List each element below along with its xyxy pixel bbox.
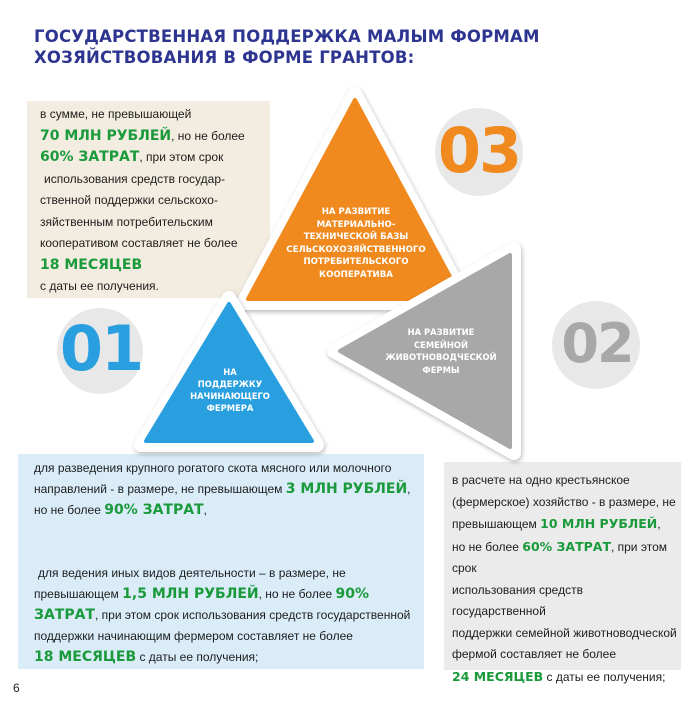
grant-02-term: 24 МЕСЯЦЕВ <box>452 668 544 684</box>
grant-03-text: в сумме, не превышающей 70 МЛН РУБЛЕЙ, но не более 60% ЗАТРАТ, при этом срок использования средств государ- ственной поддержки сельскохо- зяйственным потребительским кооперативом составляет не более 18 МЕСЯЦЕВ с даты ее получения. <box>40 104 272 298</box>
grant-01-amount-cattle: 3 МЛН РУБЛЕЙ <box>285 481 408 497</box>
grant-03-percent: 60% ЗАТРАТ <box>40 149 140 165</box>
grant-02-text: в расчете на одно крестьянское (фермерское) хозяйство - в размере, не превышающем 10 МЛН РУБЛЕЙ, но не более 60% ЗАТРАТ, при этом срок использования средств государственной поддержки семейной животноводческой фермой составляет не более 24 МЕСЯЦЕВ с даты ее получения; <box>452 473 677 684</box>
grant-01-percent-cattle: 90% ЗАТРАТ <box>104 502 204 518</box>
title-line-1: ГОСУДАРСТВЕННАЯ ПОДДЕРЖКА МАЛЫМ ФОРМАМ <box>34 27 540 46</box>
grant-01-text: для разведения крупного рогатого скота мясного или молочного направлений - в размере, не превышающем 3 МЛН РУБЛЕЙ, но не более 90% ЗАТРАТ, для ведения иных видов деятельности – в размере, не превышающем 1,5 МЛН РУБЛЕЙ, но не более 90% ЗАТРАТ, при этом срок использования средств государственной поддержки начинающим фермером составляет не более 18 МЕСЯЦЕВ с даты ее получения; <box>34 461 411 665</box>
grant-01-percent-other: ЗАТРАТ <box>34 607 95 623</box>
page-number: 6 <box>13 681 20 695</box>
grant-03-amount: 70 МЛН РУБЛЕЙ <box>40 127 172 144</box>
grant-02-percent: 60% ЗАТРАТ <box>522 538 611 554</box>
triangle-02-label: НА РАЗВИТИЕ СЕМЕЙНОЙ ЖИВОТНОВОДЧЕСКОЙ ФЕРМЫ <box>385 327 497 375</box>
grant-01-term: 18 МЕСЯЦЕВ <box>34 649 137 665</box>
triangle-01-label: НА ПОДДЕРЖКУ НАЧИНАЮЩЕГО ФЕРМЕРА <box>190 367 270 413</box>
number-02: 02 <box>561 312 633 375</box>
triangle-03-label: НА РАЗВИТИЕ МАТЕРИАЛЬНО- ТЕХНИЧЕСКОЙ БАЗЫ СЕЛЬСКОХОЗЯЙСТВЕННОГО ПОТРЕБИТЕЛЬСКОГО КООПЕРАТИВА <box>286 207 426 280</box>
number-03: 03 <box>437 114 521 187</box>
grant-03-term: 18 МЕСЯЦЕВ <box>40 256 143 273</box>
grant-02-amount: 10 МЛН РУБЛЕЙ <box>540 516 658 531</box>
number-01: 01 <box>59 312 143 385</box>
grant-01-amount-other: 1,5 МЛН РУБЛЕЙ <box>122 586 259 602</box>
title-line-2: ХОЗЯЙСТВОВАНИЯ В ФОРМЕ ГРАНТОВ: <box>34 48 415 67</box>
